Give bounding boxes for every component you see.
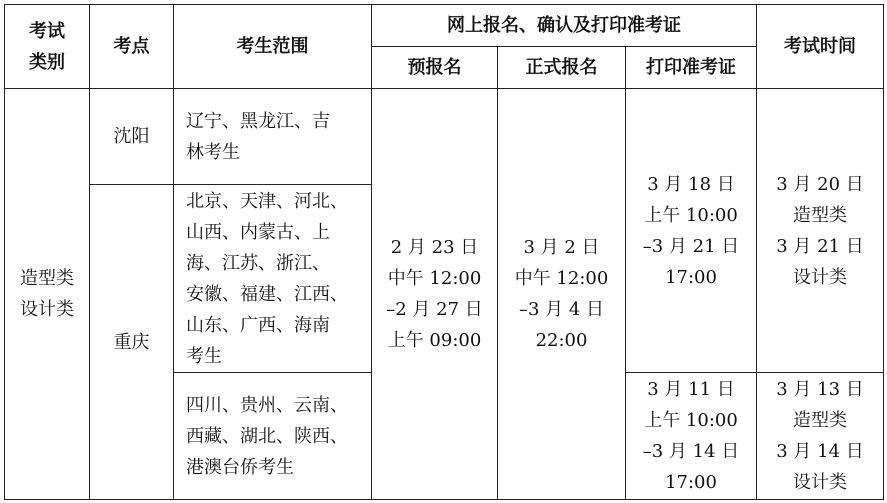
exam-time-cell-b: [757, 373, 884, 500]
header-exam-category-text: 考试 类别: [29, 20, 65, 73]
header-print-ticket-text: 打印准考证: [646, 57, 736, 78]
header-candidate-range-text: 考生范围: [236, 36, 309, 57]
formal-registration-cell: [498, 89, 626, 500]
range-cell-chongqing-a: [174, 185, 372, 373]
pre-registration-text: 2 月 23 日 中午 12:00 –2 月 27 日 上午 09:00: [386, 237, 483, 351]
site-text-chongqing: 重庆: [113, 331, 150, 353]
site-text-shenyang: 沈阳: [113, 126, 150, 147]
range-cell-chongqing-b: [174, 373, 372, 500]
site-cell-shenyang: [90, 89, 174, 185]
header-formal-registration: [498, 47, 626, 89]
header-print-ticket: [626, 47, 757, 89]
header-exam-category: [5, 5, 90, 89]
exam-time-text-a: 3 月 20 日 造型类 3 月 21 日 设计类: [776, 173, 864, 288]
header-exam-site-text: 考点: [113, 36, 150, 57]
exam-time-cell-a: [757, 89, 884, 373]
print-ticket-cell-b: [626, 373, 757, 500]
pre-registration-cell: [372, 89, 498, 500]
exam-schedule-table: [4, 4, 884, 500]
range-cell-shenyang: [174, 89, 372, 185]
exam-time-text-b: 3 月 13 日 造型类 3 月 14 日 设计类: [776, 379, 864, 493]
header-row-top: [5, 5, 884, 47]
header-exam-time-text: 考试时间: [784, 36, 857, 57]
range-text-chongqing-a: 北京、天津、河北、 山西、内蒙古、上 海、江苏、浙江、 安徽、福建、江西、 山东、广西、海南 考生: [186, 190, 348, 367]
header-exam-site: [90, 5, 174, 89]
print-ticket-text-b: 3 月 11 日 上午 10:00 –3 月 14 日 17:00: [642, 379, 740, 493]
table-row-shenyang: [5, 89, 884, 185]
print-ticket-cell-a: [626, 89, 757, 373]
range-text-chongqing-b: 四川、贵州、云南、 西藏、湖北、陕西、 港澳台侨考生: [186, 394, 348, 478]
header-online-registration-group-text: 网上报名、确认及打印准考证: [447, 15, 681, 36]
header-pre-registration-text: 预报名: [407, 57, 462, 78]
header-pre-registration: [372, 47, 498, 89]
header-online-registration-group: [372, 5, 757, 47]
header-candidate-range: [174, 5, 372, 89]
print-ticket-text-a: 3 月 18 日 上午 10:00 –3 月 21 日 17:00: [642, 173, 740, 288]
site-cell-chongqing: [90, 185, 174, 500]
category-text: 造型类 设计类: [20, 268, 74, 320]
category-cell: [5, 89, 90, 500]
range-text-shenyang: 辽宁、黑龙江、吉 林考生: [186, 110, 330, 163]
header-formal-registration-text: 正式报名: [525, 57, 598, 78]
formal-registration-text: 3 月 2 日 中午 12:00 –3 月 4 日 22:00: [514, 237, 609, 351]
header-exam-time: [757, 5, 884, 89]
